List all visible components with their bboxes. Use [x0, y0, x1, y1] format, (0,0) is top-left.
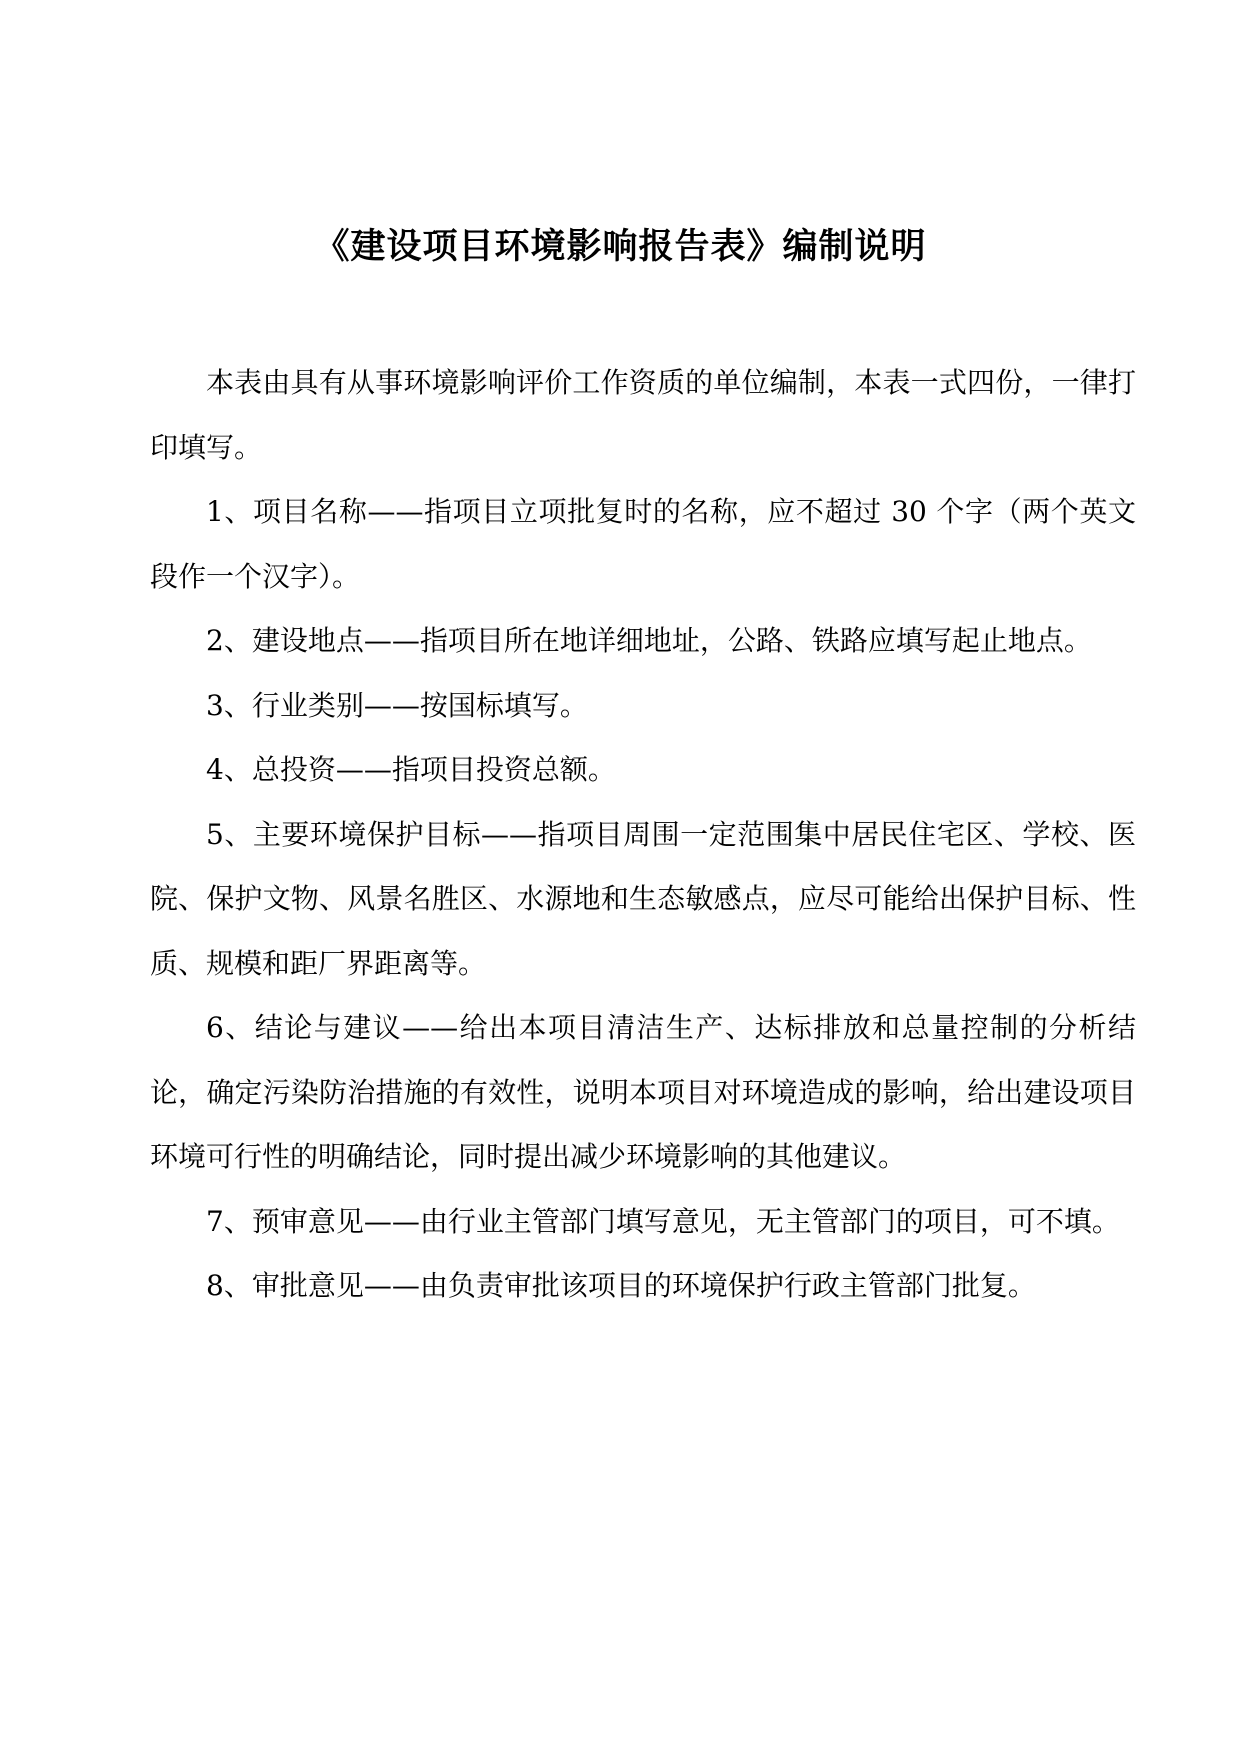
- item-industry-category: 3、行业类别——按国标填写。: [206, 688, 588, 722]
- document-title: 《建设项目环境影响报告表》编制说明: [314, 227, 927, 267]
- item-preliminary-review: 7、预审意见——由行业主管部门填写意见，无主管部门的项目，可不填。: [206, 1204, 1120, 1238]
- instructions-body: [150, 351, 1136, 1319]
- item-construction-site: 2、建设地点——指项目所在地详细地址，公路、铁路应填写起止地点。: [206, 624, 1092, 657]
- item-total-investment: 4、总投资——指项目投资总额。: [206, 753, 616, 786]
- intro-paragraph: 本表由具有从事环境影响评价工作资质的单位编制，本表一式四份，一律打印填写。: [150, 366, 1136, 464]
- item-protection-targets: 5、主要环境保护目标——指项目周围一定范围集中居民住宅区、学校、医院、保护文物、风景名胜区、水源地和生态敏感点，应尽可能给出保护目标、性质、规模和距厂界距离等。: [150, 817, 1136, 980]
- item-conclusion-suggestions: 6、结论与建议——给出本项目清洁生产、达标排放和总量控制的分析结论，确定污染防治措施的有效性，说明本项目对环境造成的影响，给出建设项目环境可行性的明确结论，同时提出减少环境影响的其他建议。: [150, 1011, 1136, 1173]
- item-approval-opinion: 8、审批意见——由负责审批该项目的环境保护行政主管部门批复。: [206, 1269, 1036, 1302]
- item-project-name: 1、项目名称——指项目立项批复时的名称，应不超过 30 个字（两个英文段作一个汉字）。: [150, 495, 1136, 593]
